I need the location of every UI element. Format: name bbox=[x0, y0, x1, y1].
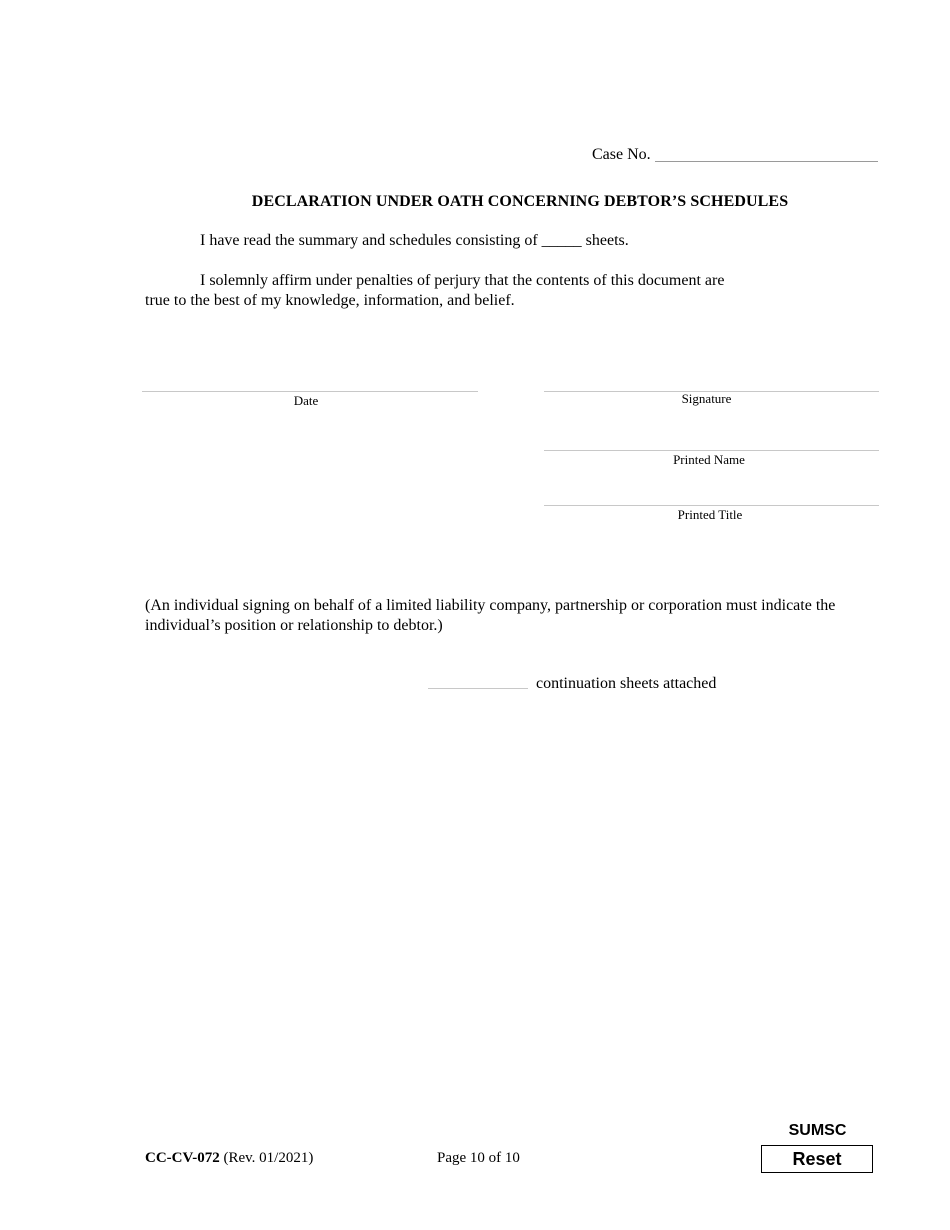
signature-label: Signature bbox=[681, 391, 732, 406]
printed-title-label: Printed Title bbox=[677, 507, 743, 522]
printed-name-field[interactable] bbox=[544, 450, 879, 451]
date-field[interactable] bbox=[142, 391, 478, 392]
case-no-field[interactable] bbox=[655, 161, 878, 162]
page-title: DECLARATION UNDER OATH CONCERNING DEBTOR’S SCHEDULES bbox=[251, 193, 789, 210]
printed-name-label: Printed Name bbox=[673, 452, 745, 467]
schedules-statement: I have read the summary and schedules consisting of _____ sheets. bbox=[200, 232, 629, 249]
page-number: Page 10 of 10 bbox=[437, 1150, 520, 1166]
form-revision: (Rev. 01/2021) bbox=[219, 1150, 314, 1166]
signing-note: (An individual signing on behalf of a limited liability company, partnership or corporation must indicate the individual’s position or relationship to debtor.) bbox=[145, 597, 836, 634]
continuation-sheets-field[interactable] bbox=[428, 688, 528, 689]
printed-title-field[interactable] bbox=[544, 505, 879, 506]
reset-button[interactable]: Reset bbox=[761, 1145, 873, 1173]
form-code: CC-CV-072 bbox=[145, 1150, 220, 1166]
case-no-label: Case No. bbox=[592, 146, 651, 163]
affirmation-line-1: I solemnly affirm under penalties of perjury that the contents of this document are bbox=[200, 272, 725, 289]
sumsc-label: SUMSC bbox=[788, 1122, 847, 1139]
form-id bbox=[145, 1150, 313, 1167]
affirmation-line-2: true to the best of my knowledge, information, and belief. bbox=[145, 292, 515, 309]
date-label: Date bbox=[293, 393, 319, 408]
continuation-sheets-label: continuation sheets attached bbox=[536, 675, 717, 692]
